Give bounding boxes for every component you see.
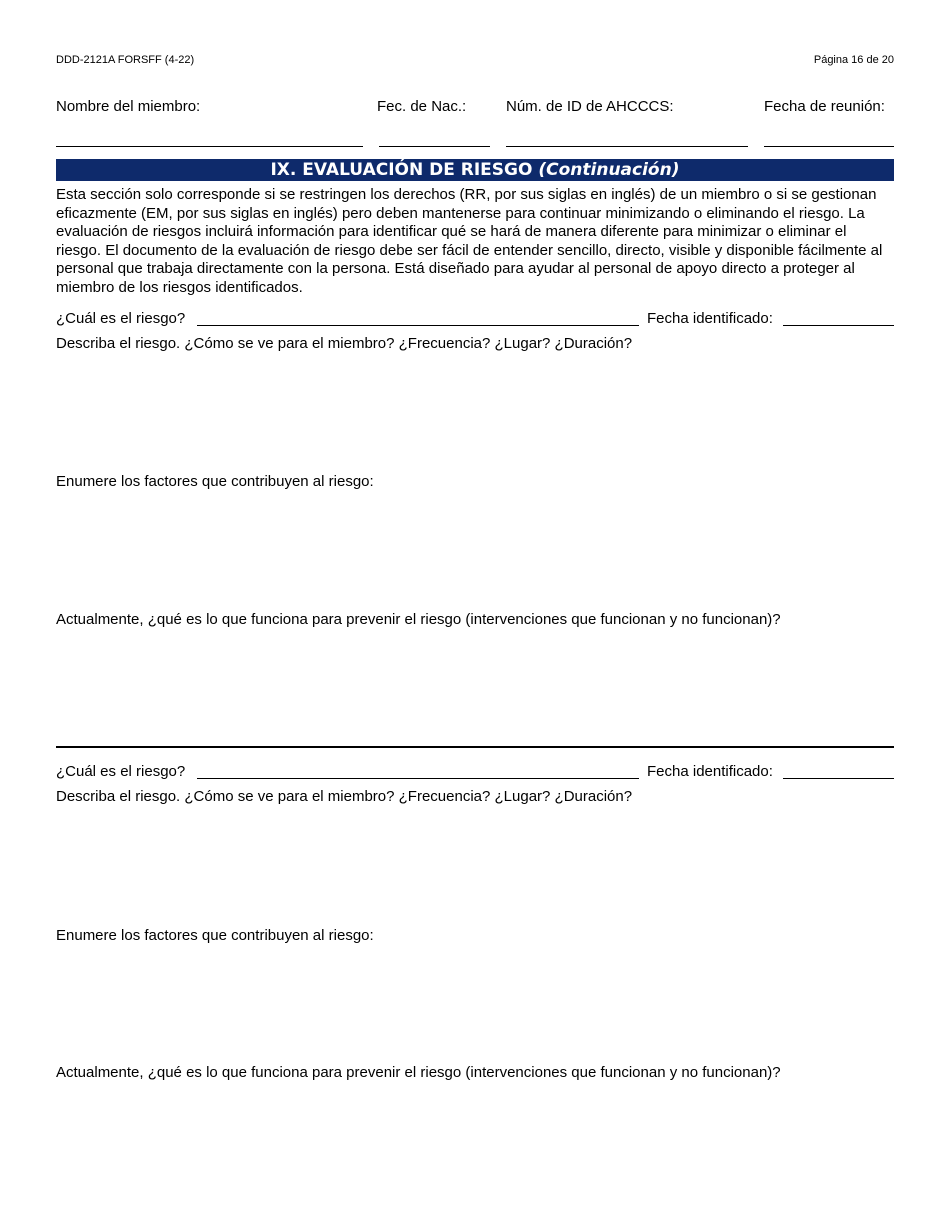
section-title — [56, 159, 894, 181]
ahcccs-id-label: Núm. de ID de AHCCCS: — [506, 98, 674, 115]
dob-field[interactable] — [379, 146, 490, 147]
section-title-continuation: (Continuación) — [538, 160, 680, 180]
meeting-date-field[interactable] — [764, 146, 894, 147]
ahcccs-id-field[interactable] — [506, 146, 748, 147]
member-name-field[interactable] — [56, 146, 363, 147]
date-identified-label: Fecha identificado: — [647, 763, 773, 780]
prevention-label: Actualmente, ¿qué es lo que funciona para prevenir el riesgo (intervenciones que funcionan y no funcionan)? — [56, 611, 781, 628]
risk-question-label: ¿Cuál es el riesgo? — [56, 763, 186, 780]
meeting-date-label: Fecha de reunión: — [764, 98, 885, 115]
contributing-factors-label: Enumere los factores que contribuyen al riesgo: — [56, 473, 374, 490]
date-identified-field[interactable] — [783, 778, 894, 779]
section-title-main: IX. EVALUACIÓN DE RIESGO — [270, 160, 533, 180]
contributing-factors-label: Enumere los factores que contribuyen al riesgo: — [56, 927, 374, 944]
prevention-label: Actualmente, ¿qué es lo que funciona para prevenir el riesgo (intervenciones que funcionan y no funcionan)? — [56, 1064, 781, 1081]
block-divider — [56, 746, 894, 748]
date-identified-label: Fecha identificado: — [647, 310, 773, 327]
date-identified-field[interactable] — [783, 325, 894, 326]
describe-risk-label: Describa el riesgo. ¿Cómo se ve para el miembro? ¿Frecuencia? ¿Lugar? ¿Duración? — [56, 335, 633, 352]
section-intro: Esta sección solo corresponde si se restringen los derechos (RR, por sus siglas en inglés) de un miembro o si se gestionan eficazmente (EM, por sus siglas en inglés) pero deben mantenerse para continuar minimizando o eliminando el riesgo. La evaluación de riesgos incluirá información para identificar qué se hará de manera diferente para minimizar o eliminar el riesgo. El documento de la evaluación de riesgo debe ser fácil de entender sencillo, directo, visible y disponible fácilmente al personal que trabaja directamente con la persona. Está diseñado para ayudar al personal de apoyo directo a proteger al miembro de los riesgos identificados. — [56, 186, 883, 296]
risk-question-label: ¿Cuál es el riesgo? — [56, 310, 186, 327]
risk-question-field[interactable] — [197, 778, 639, 779]
risk-question-field[interactable] — [197, 325, 639, 326]
page-number: Página 16 de 20 — [813, 54, 894, 66]
describe-risk-label: Describa el riesgo. ¿Cómo se ve para el miembro? ¿Frecuencia? ¿Lugar? ¿Duración? — [56, 788, 633, 805]
member-name-label: Nombre del miembro: — [56, 98, 201, 115]
dob-label: Fec. de Nac.: — [377, 98, 467, 115]
form-code: DDD-2121A FORSFF (4-22) — [56, 54, 195, 66]
